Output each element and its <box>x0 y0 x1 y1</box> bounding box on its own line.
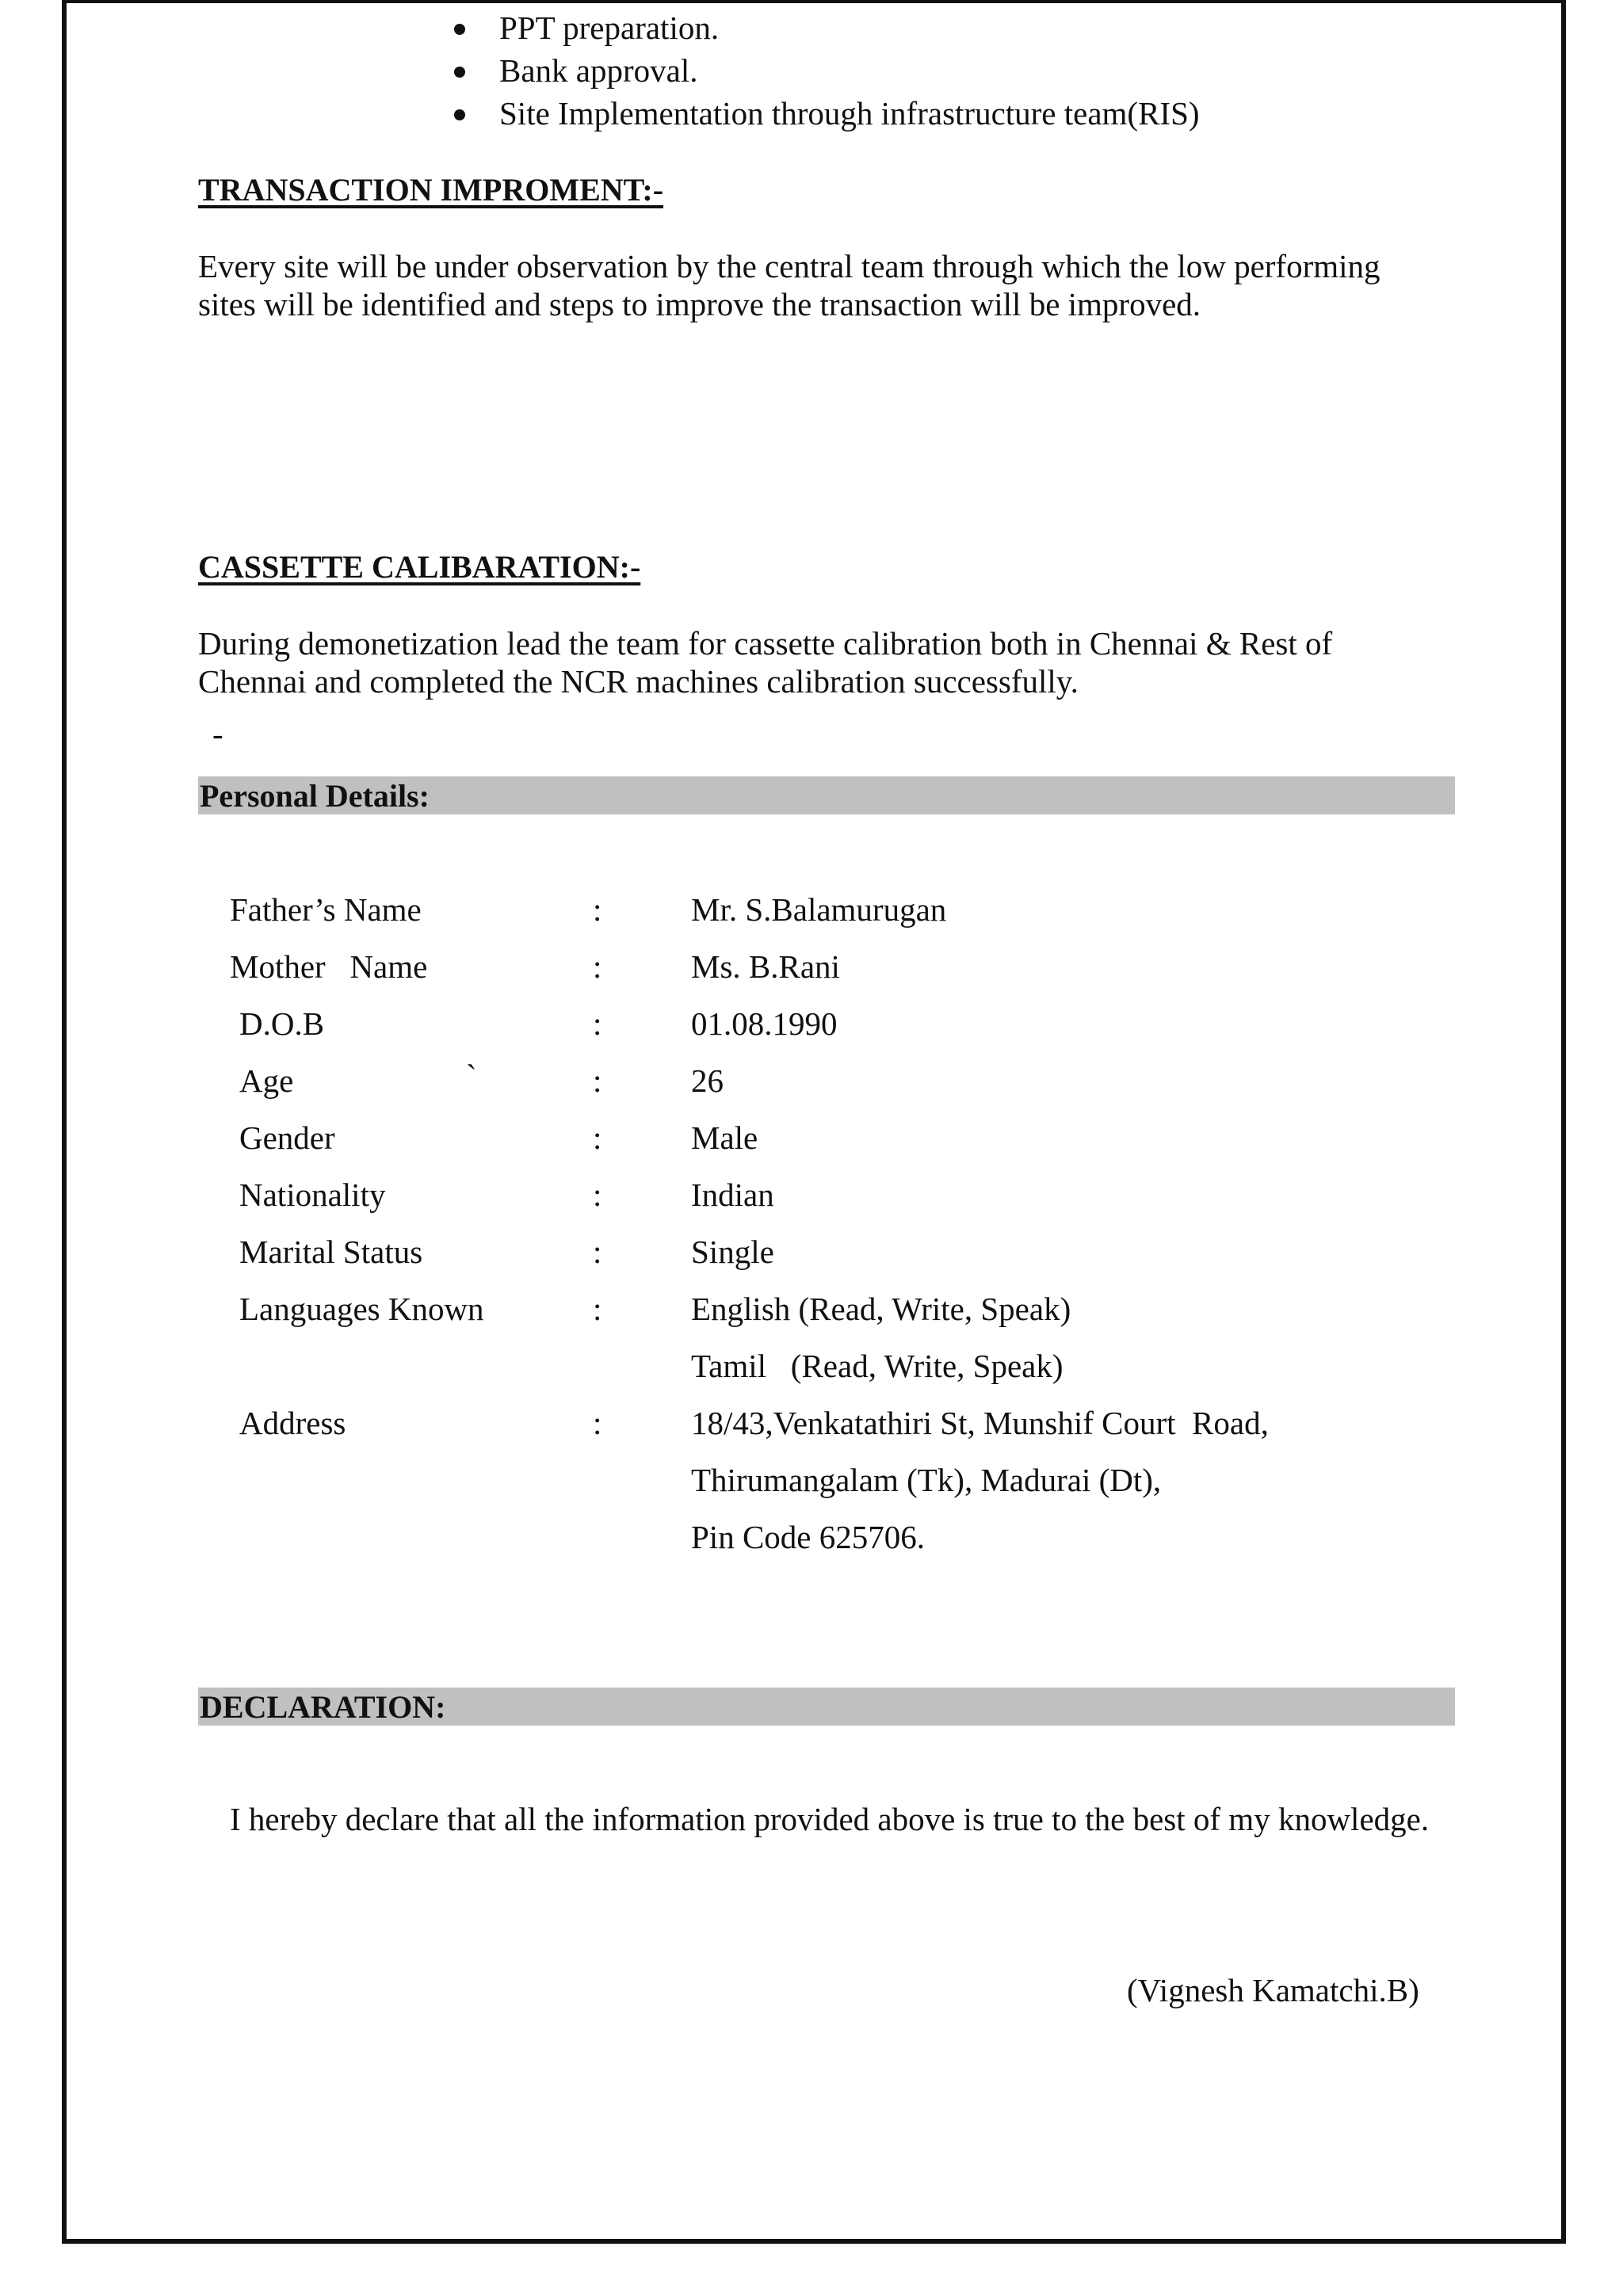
detail-label: Address <box>239 1405 346 1441</box>
list-item-text: Site Implementation through infrastructure team(RIS) <box>499 95 1200 132</box>
detail-value: Thirumangalam (Tk), Madurai (Dt), <box>691 1462 1162 1498</box>
detail-value: 01.08.1990 <box>691 1005 838 1042</box>
detail-value: Male <box>691 1119 758 1156</box>
detail-colon: : <box>593 1291 602 1327</box>
paragraph-line: sites will be identified and steps to improve the transaction will be improved. <box>198 286 1201 322</box>
detail-value: Mr. S.Balamurugan <box>691 891 947 928</box>
cassette-heading: CASSETTE CALIBARATION:- <box>198 549 641 585</box>
detail-colon: : <box>593 891 602 928</box>
detail-value: Tamil (Read, Write, Speak) <box>691 1348 1064 1384</box>
detail-colon: : <box>593 1234 602 1270</box>
list-item <box>452 6 1200 49</box>
detail-value: Indian <box>691 1177 774 1213</box>
detail-colon: : <box>593 1005 602 1042</box>
detail-value: 18/43,Venkatathiri St, Munshif Court Road, <box>691 1405 1269 1441</box>
detail-label: D.O.B <box>239 1005 325 1042</box>
stray-dash: - <box>212 715 223 752</box>
signature-name: (Vignesh Kamatchi.B) <box>1127 1972 1419 2008</box>
detail-colon: : <box>593 1062 602 1099</box>
bullet-icon <box>454 109 465 120</box>
list-item <box>452 49 1200 92</box>
stray-tick: ` <box>466 1058 477 1094</box>
detail-value: Pin Code 625706. <box>691 1519 925 1555</box>
detail-label: Mother Name <box>230 948 428 985</box>
detail-value: Single <box>691 1234 774 1270</box>
detail-colon: : <box>593 948 602 985</box>
detail-label: Age <box>239 1062 294 1099</box>
declaration-text: I hereby declare that all the information provided above is true to the best of my knowledge. <box>230 1801 1430 1837</box>
bullet-icon <box>454 24 465 35</box>
paragraph-line: During demonetization lead the team for cassette calibration both in Chennai & Rest of <box>198 625 1333 662</box>
detail-label: Father’s Name <box>230 891 422 928</box>
detail-label: Gender <box>239 1119 335 1156</box>
paragraph-line: Every site will be under observation by the central team through which the low performing <box>198 248 1381 284</box>
detail-value: English (Read, Write, Speak) <box>691 1291 1071 1327</box>
detail-label: Nationality <box>239 1177 386 1213</box>
transaction-paragraph <box>198 247 1498 323</box>
detail-colon: : <box>593 1405 602 1441</box>
detail-colon: : <box>593 1119 602 1156</box>
personal-details-bar <box>198 776 1455 814</box>
list-item-text: PPT preparation. <box>499 10 720 46</box>
detail-value: Ms. B.Rani <box>691 948 840 985</box>
transaction-heading: TRANSACTION IMPROMENT:- <box>198 172 664 208</box>
bullet-icon <box>454 67 465 78</box>
responsibility-list <box>452 6 1200 135</box>
declaration-heading: DECLARATION: <box>200 1689 446 1725</box>
detail-label: Marital Status <box>239 1234 423 1270</box>
paragraph-line: Chennai and completed the NCR machines calibration successfully. <box>198 663 1079 700</box>
list-item-text: Bank approval. <box>499 52 698 89</box>
detail-label: Languages Known <box>239 1291 484 1327</box>
declaration-bar <box>198 1688 1455 1726</box>
personal-details-heading: Personal Details: <box>200 778 430 814</box>
list-item <box>452 92 1200 135</box>
detail-value: 26 <box>691 1062 724 1099</box>
detail-colon: : <box>593 1177 602 1213</box>
cassette-paragraph <box>198 624 1498 700</box>
